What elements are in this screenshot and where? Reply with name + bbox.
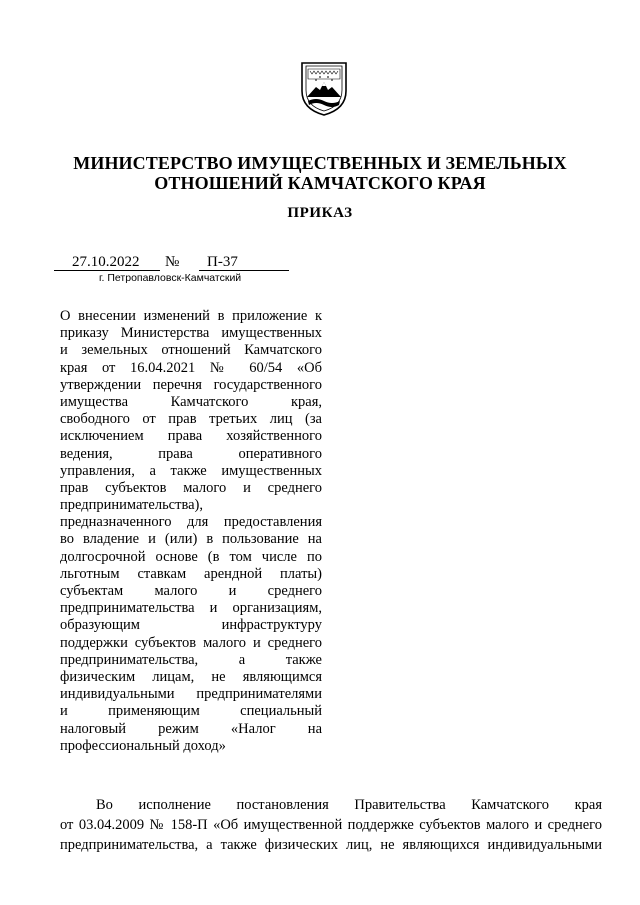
subject-line: индивидуальными предпринимателями — [60, 686, 322, 703]
subject-line: управления, а также имущественных — [60, 462, 322, 479]
body-line: предпринимательства, а также физических лиц, не являющихся индивидуальными — [60, 837, 602, 853]
subject-line: предпринимательства), — [60, 497, 203, 514]
subject-line: исключением права хозяйственного — [60, 428, 322, 445]
date-underline — [54, 270, 160, 271]
subject-line: долгосрочной основе (в том числе по — [60, 548, 322, 565]
subject-line: предпринимательства и организациям, — [60, 600, 322, 617]
subject-line: прав субъектов малого и среднего — [60, 479, 322, 496]
subject-line: физическим лицам, не являющимся — [60, 668, 322, 685]
subject-line: свободного от прав третьих лиц (за — [60, 411, 322, 428]
order-subject — [60, 308, 322, 755]
subject-line: имущества Камчатского края, — [60, 393, 322, 410]
order-number: П-37 — [207, 254, 238, 270]
subject-line: предназначенного для предоставления — [60, 514, 322, 531]
order-body — [60, 795, 602, 855]
number-underline — [199, 270, 289, 271]
subject-line: приказу Министерства имущественных — [60, 325, 322, 342]
subject-line: во владение и (или) в пользование на — [60, 531, 322, 548]
subject-line: ведения, права оперативного — [60, 445, 322, 462]
subject-line: налоговый режим «Налог на — [60, 720, 322, 737]
subject-line: и земельных отношений Камчатского — [60, 342, 322, 359]
subject-line: и применяющим специальный — [60, 703, 322, 720]
body-line: Во исполнение постановления Правительства Камчатского края — [96, 797, 602, 813]
body-line: от 03.04.2009 № 158-П «Об имущественной поддержке субъектов малого и среднего — [60, 817, 602, 833]
subject-line: края от 16.04.2021 № 60/54 «Об — [60, 359, 322, 376]
subject-line: утверждении перечня государственного — [60, 376, 322, 393]
issue-city: г. Петропавловск-Камчатский — [99, 272, 242, 284]
subject-line: профессиональный доход» — [60, 737, 226, 754]
document-type-title: ПРИКАЗ — [287, 205, 353, 221]
subject-line: О внесении изменений в приложение к — [60, 308, 322, 324]
order-date: 27.10.2022 — [72, 254, 140, 270]
ministry-name-line1: МИНИСТЕРСТВО ИМУЩЕСТВЕННЫХ И ЗЕМЕЛЬНЫХ — [73, 153, 567, 173]
subject-line: льготным ставкам арендной платы) — [60, 565, 322, 582]
subject-line: предпринимательства, а также — [60, 651, 322, 668]
subject-line: поддержки субъектов малого и среднего — [60, 634, 322, 651]
kamchatka-coat-of-arms-icon — [298, 57, 350, 117]
subject-line: образующим инфраструктуру — [60, 617, 322, 634]
ministry-name-line2: ОТНОШЕНИЙ КАМЧАТСКОГО КРАЯ — [154, 173, 486, 193]
subject-line: субъектам малого и среднего — [60, 583, 322, 599]
number-sign: № — [165, 254, 180, 270]
